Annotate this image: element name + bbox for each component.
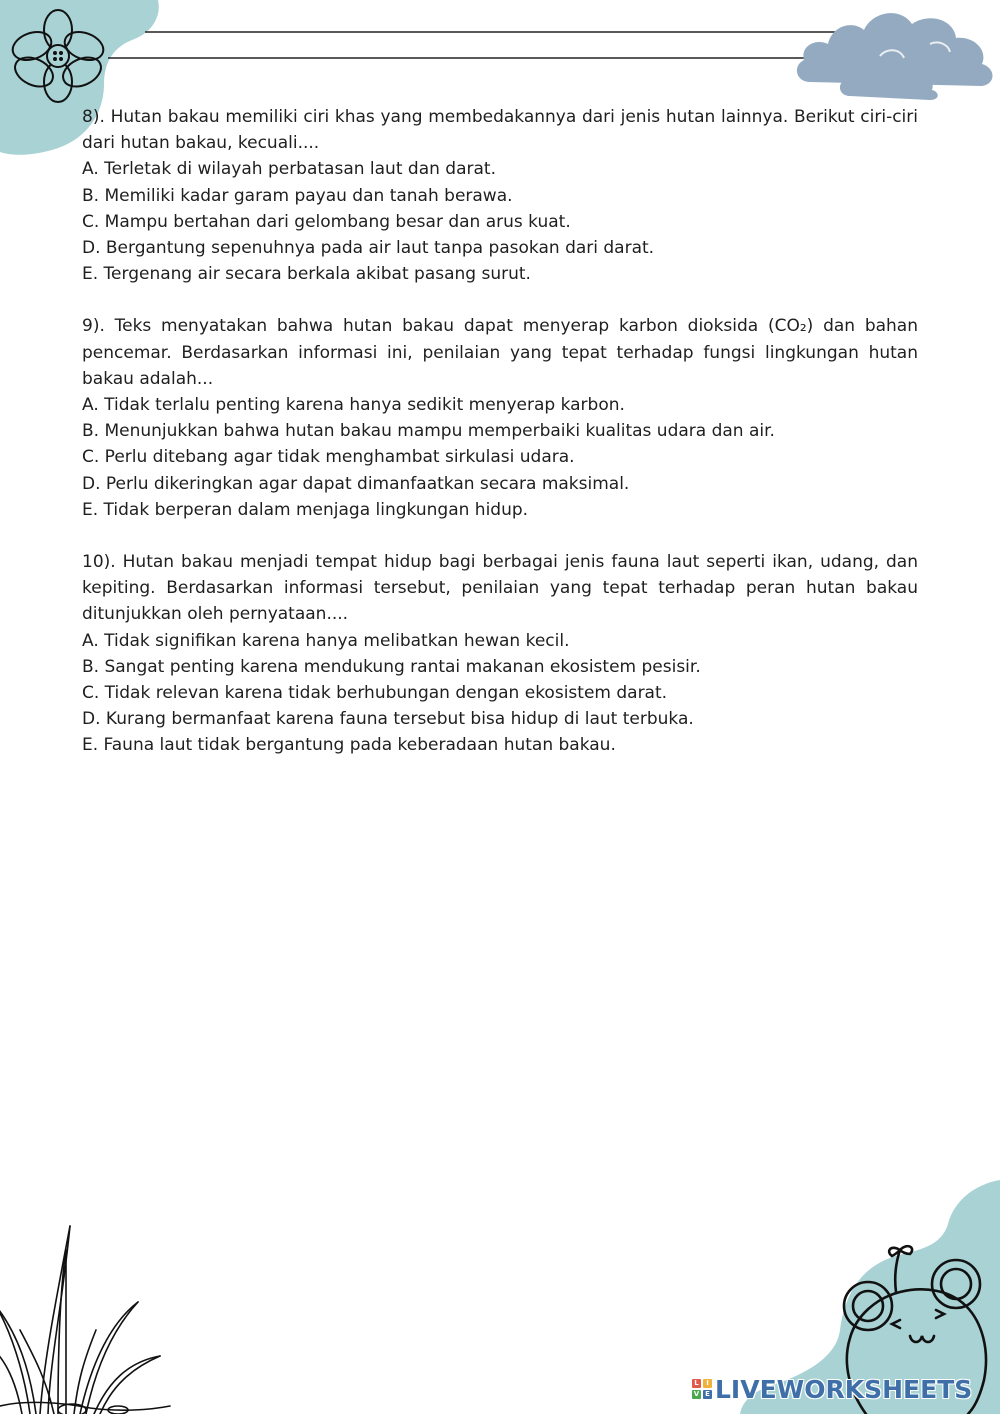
option-a: A. Tidak terlalu penting karena hanya sedikit menyerap karbon. [82, 395, 625, 416]
option-d: D. Bergantung sepenuhnya pada air laut tanpa pasokan dari darat. [82, 238, 655, 259]
option-c: C. Perlu ditebang agar tidak menghambat sirkulasi udara. [82, 447, 575, 468]
option-c: C. Mampu bertahan dari gelombang besar dan arus kuat. [82, 211, 571, 232]
option-c: C. Tidak relevan karena tidak berhubungan dengan ekosistem darat. [82, 683, 668, 704]
logo-letter: I [703, 1379, 712, 1388]
option-d: D. Perlu dikeringkan agar dapat dimanfaatkan secara maksimal. [82, 473, 630, 494]
logo-letter: V [693, 1390, 700, 1398]
option-b: B. Menunjukkan bahwa hutan bakau mampu memperbaiki kualitas udara dan air. [82, 421, 775, 442]
option-e: E. Tergenang air secara berkala akibat pasang surut. [82, 264, 531, 285]
option-list [82, 156, 918, 287]
question-stem: 9). Teks menyatakan bahwa hutan bakau dapat menyerap karbon dioksida (CO₂) dan bahan pencemar. Berdasarkan informasi ini, penilaian yang tepat terhadap fungsi lingkungan hutan bakau adalah... [82, 316, 918, 389]
logo-letter: E [703, 1390, 712, 1399]
cloud-icon [790, 0, 1000, 110]
logo-grid-icon [692, 1379, 712, 1399]
option-b: B. Sangat penting karena mendukung rantai makanan ekosistem pesisir. [82, 656, 701, 677]
option-list [82, 628, 918, 759]
option-d: D. Kurang bermanfaat karena fauna tersebut bisa hidup di laut terbuka. [82, 709, 694, 730]
option-list [82, 392, 918, 523]
question-stem: 8). Hutan bakau memiliki ciri khas yang membedakannya dari jenis hutan lainnya. Berikut ciri-ciri dari hutan bakau, kecuali.... [82, 107, 918, 154]
option-e: E. Fauna laut tidak bergantung pada keberadaan hutan bakau. [82, 735, 616, 756]
grass-icon [0, 1210, 180, 1414]
option-a: A. Terletak di wilayah perbatasan laut dan darat. [82, 159, 496, 180]
liveworksheets-logo [692, 1374, 972, 1404]
question-list [82, 104, 918, 785]
question-stem: 10). Hutan bakau menjadi tempat hidup bagi berbagai jenis fauna laut seperti ikan, udang, dan kepiting. Berdasarkan informasi tersebut, penilaian yang tepat terhadap peran hutan bakau ditunjukkan oleh pernyataan.... [82, 552, 918, 625]
logo-letter: L [692, 1379, 701, 1388]
question-9 [82, 313, 918, 523]
option-e: E. Tidak berperan dalam menjaga lingkungan hidup. [82, 499, 529, 520]
option-a: A. Tidak signifikan karena hanya melibatkan hewan kecil. [82, 630, 570, 651]
option-b: B. Memiliki kadar garam payau dan tanah berawa. [82, 185, 513, 206]
brand-text: LIVEWORKSHEETS [715, 1374, 973, 1404]
question-8 [82, 104, 918, 287]
question-10 [82, 549, 918, 759]
